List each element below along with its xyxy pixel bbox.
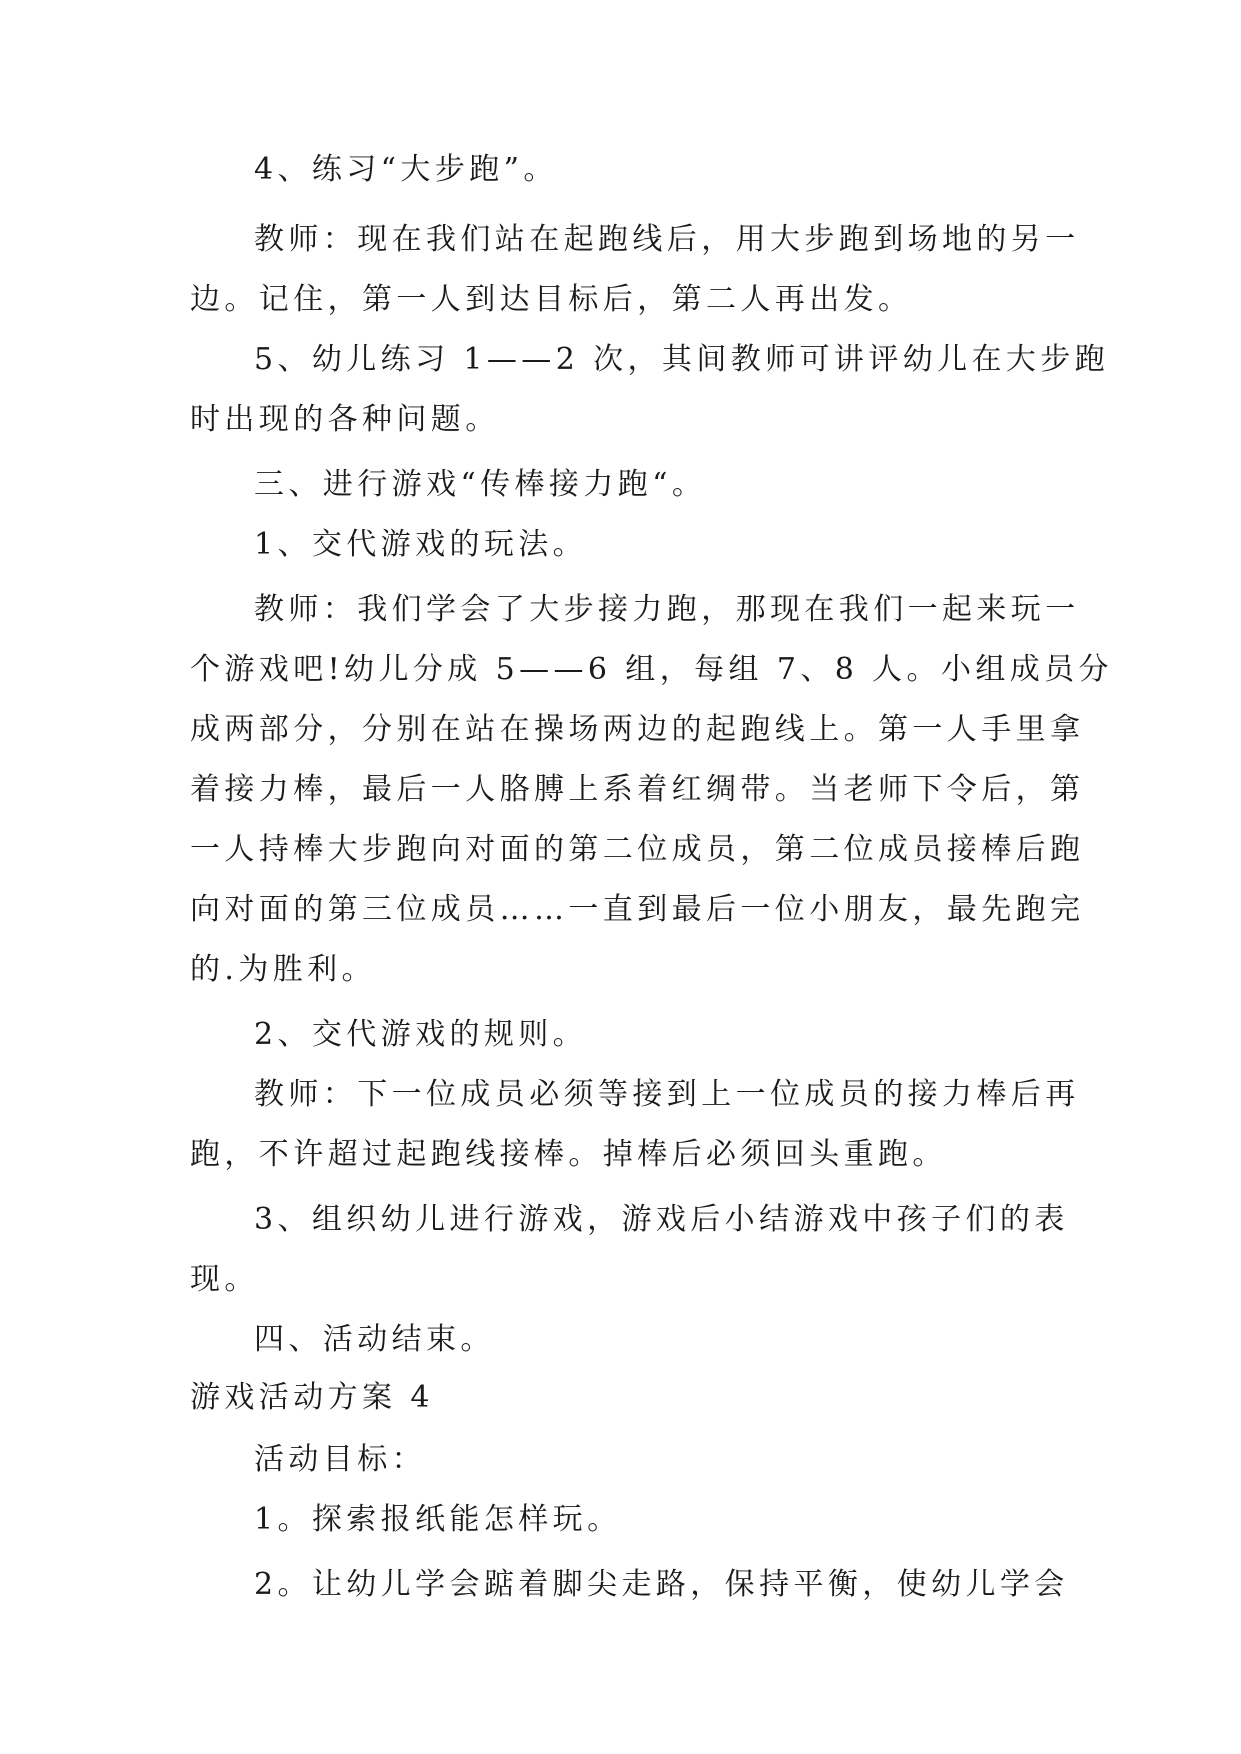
paragraph-line: 边。记住，第一人到达目标后，第二人再出发。	[190, 282, 913, 317]
section-heading-3: 三、进行游戏“传棒接力跑“。	[254, 467, 707, 502]
paragraph-line: 一人持棒大步跑向对面的第二位成员，第二位成员接棒后跑	[190, 832, 1085, 867]
paragraph-line: 向对面的第三位成员……一直到最后一位小朋友，最先跑完	[190, 892, 1085, 927]
paragraph-line: 现。	[190, 1262, 259, 1297]
step-3-line: 3、组织幼儿进行游戏，游戏后小结游戏中孩子们的表	[254, 1202, 1069, 1237]
goal-1-line: 1。探索报纸能怎样玩。	[254, 1502, 622, 1537]
plan-title: 游戏活动方案 4	[190, 1380, 434, 1415]
goal-2-line: 2。让幼儿学会踮着脚尖走路，保持平衡，使幼儿学会	[254, 1567, 1069, 1602]
paragraph-line: 的.为胜利。	[190, 952, 376, 987]
paragraph-line: 着接力棒，最后一人胳膊上系着红绸带。当老师下令后，第	[190, 772, 1085, 807]
paragraph-line: 个游戏吧!幼儿分成 5——6 组，每组 7、8 人。小组成员分	[190, 652, 1113, 687]
paragraph-line: 跑，不许超过起跑线接棒。掉棒后必须回头重跑。	[190, 1137, 947, 1172]
paragraph-line: 成两部分，分别在站在操场两边的起跑线上。第一人手里拿	[190, 712, 1085, 747]
paragraph-line: 教师：现在我们站在起跑线后，用大步跑到场地的另一	[254, 222, 1080, 257]
section-heading-4: 四、活动结束。	[254, 1322, 495, 1357]
step-1-line: 1、交代游戏的玩法。	[254, 527, 588, 562]
step-5-line: 5、幼儿练习 1——2 次，其间教师可讲评幼儿在大步跑	[254, 342, 1110, 377]
paragraph-line: 教师：下一位成员必须等接到上一位成员的接力棒后再	[254, 1077, 1080, 1112]
step-4-line: 4、练习“大步跑”。	[254, 152, 558, 187]
paragraph-line: 时出现的各种问题。	[190, 402, 500, 437]
step-2-line: 2、交代游戏的规则。	[254, 1017, 588, 1052]
paragraph-line: 教师：我们学会了大步接力跑，那现在我们一起来玩一	[254, 592, 1080, 627]
goals-heading: 活动目标：	[254, 1442, 426, 1477]
